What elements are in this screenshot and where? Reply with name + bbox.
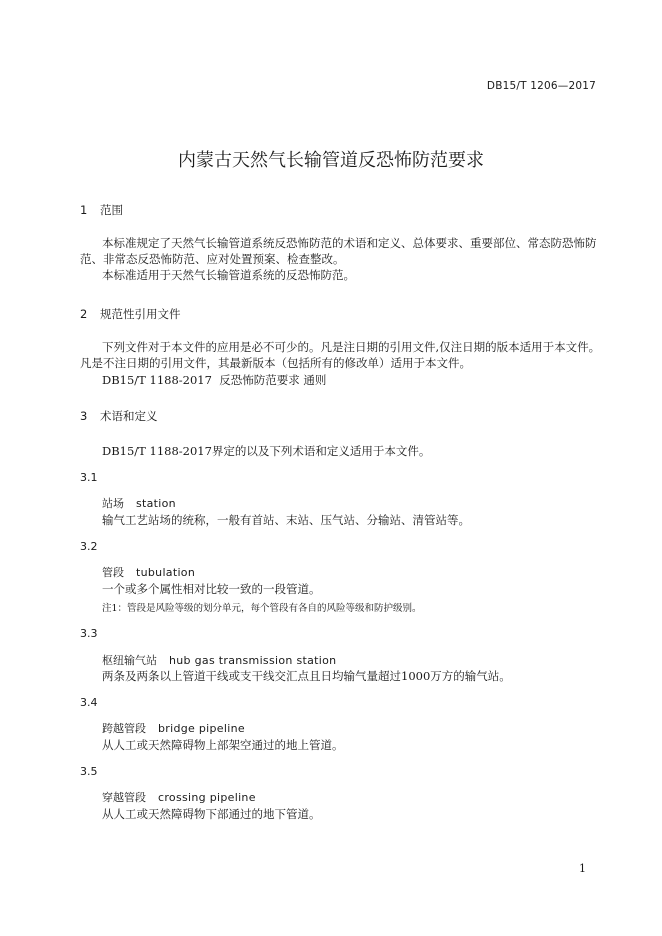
term-definition: 一个或多个属性相对比较一致的一段管道。 <box>102 582 321 596</box>
term-number: 3.1 <box>80 471 98 484</box>
scope-paragraph-1 <box>80 235 597 267</box>
definitions-intro: DB15/T 1188-2017界定的以及下列术语和定义适用于本文件。 <box>102 444 431 458</box>
term-zh: 跨越管段 <box>102 722 146 735</box>
document-title: 内蒙古天然气长输管道反恐怖防范要求 <box>178 150 484 171</box>
term-zh: 管段 <box>102 566 124 579</box>
page-number: 1 <box>579 862 586 875</box>
term-heading <box>102 720 245 736</box>
term-definition: 从人工或天然障碍物下部通过的地下管道。 <box>102 807 321 821</box>
section-heading-3 <box>80 408 158 424</box>
standard-code: DB15/T 1206—2017 <box>486 80 596 92</box>
term-en: bridge pipeline <box>158 722 245 735</box>
term-en: station <box>136 497 176 510</box>
section-title: 范围 <box>100 203 123 217</box>
term-zh: 枢纽输气站 <box>102 654 157 667</box>
term-heading <box>102 652 336 668</box>
section-number: 1 <box>80 203 88 217</box>
text-line: 本标准规定了天然气长输管道系统反恐怖防范的术语和定义、总体要求、重要部位、常态防恐怖防 <box>102 236 597 250</box>
section-number: 3 <box>80 409 88 423</box>
term-number: 3.5 <box>80 765 98 778</box>
term-number: 3.2 <box>80 540 98 553</box>
term-definition: 两条及两条以上管道干线或支干线交汇点且日均输气量超过1000万方的输气站。 <box>102 669 511 683</box>
section-number: 2 <box>80 307 88 321</box>
term-definition: 输气工艺站场的统称，一般有首站、末站、压气站、分输站、清管站等。 <box>102 513 470 527</box>
term-number: 3.4 <box>80 696 98 709</box>
term-heading <box>102 789 256 805</box>
term-heading <box>102 564 195 580</box>
term-zh: 穿越管段 <box>102 791 146 804</box>
references-paragraph-1 <box>80 339 600 371</box>
text-line: 范、非常态反恐怖防范、应对处置预案、检查整改。 <box>80 252 345 266</box>
section-heading-1 <box>80 202 123 218</box>
scope-paragraph-2: 本标准适用于天然气长输管道系统的反恐怖防范。 <box>102 268 355 282</box>
term-heading <box>102 495 176 511</box>
section-title: 术语和定义 <box>100 409 158 423</box>
term-en: hub gas transmission station <box>169 654 337 667</box>
text-line: 凡是不注日期的引用文件，其最新版本（包括所有的修改单）适用于本文件。 <box>80 356 471 370</box>
term-definition: 从人工或天然障碍物上部架空通过的地上管道。 <box>102 738 344 752</box>
term-en: crossing pipeline <box>158 791 256 804</box>
term-en: tubulation <box>136 566 196 579</box>
text-line: 下列文件对于本文件的应用是必不可少的。凡是注日期的引用文件,仅注日期的版本适用于本文件。 <box>102 340 601 354</box>
reference-item: DB15/T 1188-2017 反恐怖防范要求 通则 <box>102 373 327 387</box>
term-number: 3.3 <box>80 627 98 640</box>
term-note: 注1：管段是风险等级的划分单元，每个管段有各自的风险等级和防护级别。 <box>102 603 422 614</box>
section-heading-2 <box>80 306 181 322</box>
term-zh: 站场 <box>102 497 124 510</box>
section-title: 规范性引用文件 <box>100 307 181 321</box>
